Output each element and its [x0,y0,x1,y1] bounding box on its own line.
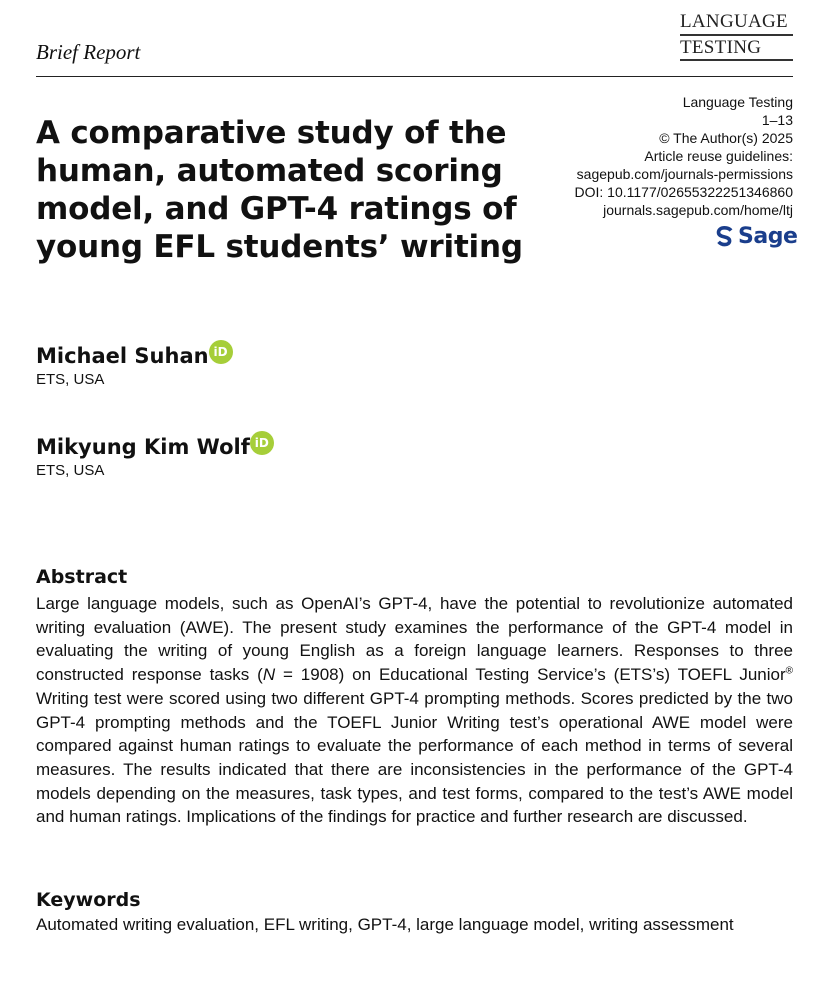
header-rule [36,76,793,77]
author-block [36,434,274,480]
author-block [36,343,233,389]
abstract-heading: Abstract [36,566,128,588]
meta-copyright: © The Author(s) 2025 [659,130,793,146]
meta-pages: 1–13 [761,112,793,128]
meta-journal-link[interactable]: journals.sagepub.com/home/ltj [603,202,793,218]
registered-mark: ® [785,665,793,677]
logo-divider [680,34,793,36]
author-affiliation: ETS, USA [36,462,105,479]
sage-wordmark: Sage [738,224,798,249]
abstract-text [36,592,793,829]
article-type-label: Brief Report [36,40,141,64]
keywords-heading: Keywords [36,889,141,911]
article-title: A comparative study of the human, automated scoring model, and GPT-4 ratings of young EFL students’ writing [36,115,523,265]
author-affiliation: ETS, USA [36,371,105,388]
meta-doi[interactable]: DOI: 10.1177/02655322251346860 [574,184,793,200]
author-name: Mikyung Kim Wolf [36,435,250,459]
author-name: Michael Suhan [36,344,209,368]
sage-logo [716,224,797,249]
article-meta [513,93,793,219]
abstract-part: Writing test were scored using two different GPT-4 prompting methods. Scores predicted by the two GPT-4 prompting methods and the TOEFL Junior Writing test’s operational AWE model were compared against human ratings to evaluate the performance of each method in terms of several measures. The results indicated that there are inconsistencies in the performance of the GPT-4 models depending on the measures, task types, and test forms, compared to the test’s AWE model and human ratings. Implications of the findings for practice and further research are discussed. [36,688,793,827]
meta-reuse-link[interactable]: sagepub.com/journals-permissions [576,166,793,182]
orcid-icon[interactable]: iD [209,340,233,364]
sage-mark-icon [716,226,734,248]
abstract-part: Large language models, such as OpenAI’s GPT-4, have the potential to revolutionize automated writing evaluation (AWE). The present study examines the performance of the GPT-4 model in evaluating the writing of young English as a foreign language learners. Responses to three constructed response tasks ( [36,594,793,685]
journal-logo [680,12,793,61]
journal-logo-line2: TESTING [680,37,762,58]
logo-underline [680,59,793,61]
keywords-text: Automated writing evaluation, EFL writing, GPT-4, large language model, writing assessment [36,915,734,934]
orcid-icon[interactable]: iD [250,431,274,455]
meta-journal: Language Testing [682,94,793,110]
abstract-n-symbol: N [262,665,276,685]
journal-logo-line1: LANGUAGE [680,11,788,32]
abstract-part: = 1908) on Educational Testing Service’s (ETS’s) TOEFL Junior [275,665,786,685]
meta-reuse-label: Article reuse guidelines: [644,148,793,164]
